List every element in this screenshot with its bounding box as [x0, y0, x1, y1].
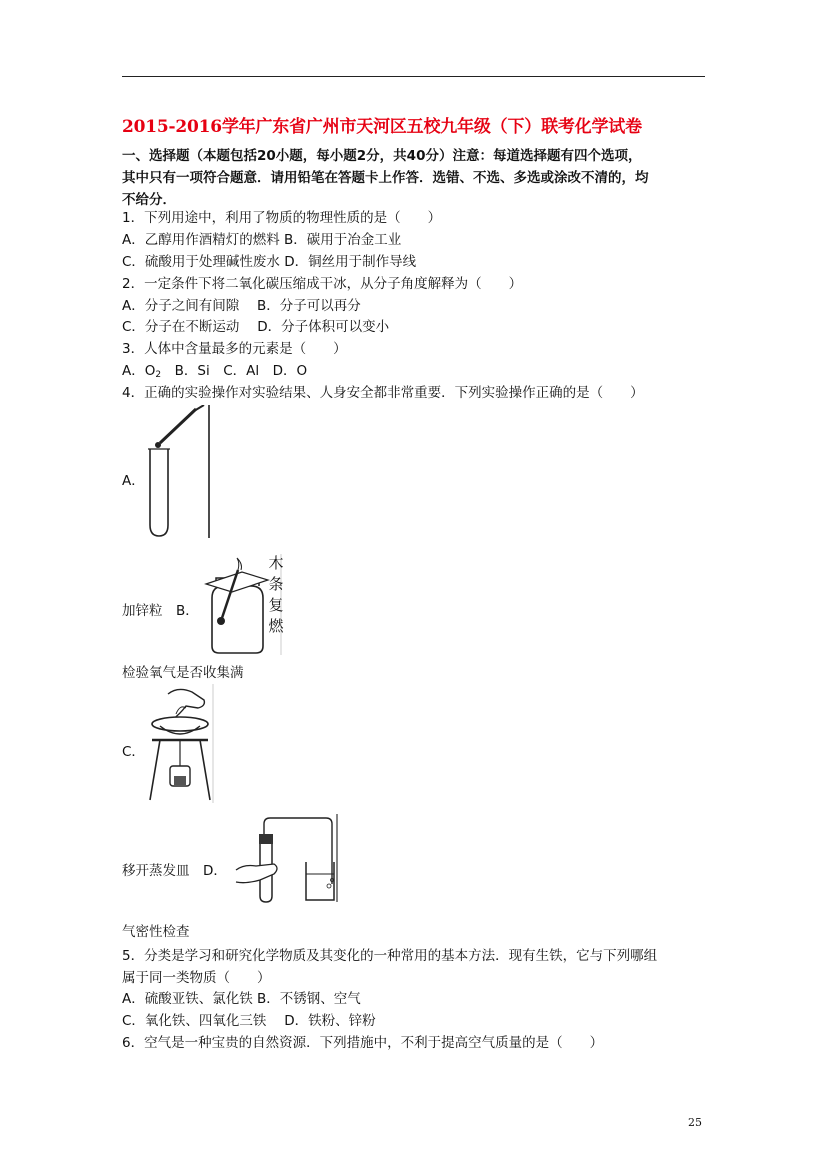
q2-options-ab: A．分子之间有间隙 B．分子可以再分: [122, 298, 361, 314]
q5-options-cd: C．氧化铁、四氧化三铁 D．铁粉、锌粉: [122, 1013, 376, 1029]
section-line-1: 一、选择题（本题包括20小题，每小题2分，共40分）注意：每道选择题有四个选项，: [122, 148, 642, 164]
q1-stem: 1．下列用途中，利用了物质的物理性质的是（ ）: [122, 210, 442, 226]
q1-options-ab: A．乙醇用作酒精灯的燃料 B．碳用于冶金工业: [122, 232, 402, 248]
q2-options-cd: C．分子在不断运动 D．分子体积可以变小: [122, 319, 390, 335]
page-number: 25: [688, 1116, 702, 1129]
q4-label-c: C．: [122, 744, 145, 760]
q4-stem: 4．正确的实验操作对实验结果、人身安全都非常重要．下列实验操作正确的是（ ）: [122, 385, 644, 401]
q3-options-rest: B．Si C．Al D．O: [161, 363, 308, 379]
q2-stem: 2．一定条件下将二氧化碳压缩成干冰，从分子角度解释为（ ）: [122, 276, 523, 292]
section-line-3: 不给分．: [122, 192, 176, 208]
figure-dropper-test-tube: [146, 405, 210, 539]
q3-options: [122, 362, 307, 384]
figure-b-char-2: 条: [268, 575, 284, 593]
q3-stem: 3．人体中含量最多的元素是（ ）: [122, 341, 347, 357]
figure-evaporating-dish: [146, 684, 214, 804]
q5-stem-line-2: 属于同一类物质（ ）: [122, 970, 271, 986]
q4-caption-b: 检验氧气是否收集满: [122, 665, 244, 681]
section-line-2: 其中只有一项符合题意．请用铅笔在答题卡上作答．选错、不选、多选或涂改不清的，均: [122, 170, 649, 186]
q3-option-a-subscript: 2: [155, 370, 162, 380]
exam-title: 2015-2016学年广东省广州市天河区五校九年级（下）联考化学试卷: [122, 117, 642, 137]
q4-label-d: 移开蒸发皿 D．: [122, 863, 227, 879]
figure-b-side-text: [267, 553, 285, 637]
q4-label-b: 加锌粒 B．: [122, 603, 199, 619]
q6-stem: 6．空气是一种宝贵的自然资源．下列措施中，不利于提高空气质量的是（ ）: [122, 1035, 604, 1051]
figure-b-char-1: 木: [268, 554, 284, 572]
figure-b-char-3: 复: [268, 596, 284, 614]
q5-stem-line-1: 5．分类是学习和研究化学物质及其变化的一种常用的基本方法．现有生铁，它与下列哪组: [122, 948, 658, 964]
q4-caption-d: 气密性检查: [122, 924, 190, 940]
q5-options-ab: A．硫酸亚铁、氯化铁 B．不锈钢、空气: [122, 991, 361, 1007]
q4-label-a: A．: [122, 473, 145, 489]
figure-b-char-4: 燃: [268, 617, 284, 635]
q1-options-cd: C．硫酸用于处理碱性废水 D．铜丝用于制作导线: [122, 254, 417, 270]
header-rule: [122, 76, 705, 77]
q3-option-a: A．O: [122, 363, 156, 379]
section-instructions: [122, 145, 707, 211]
figure-airtightness-check: [234, 814, 340, 904]
